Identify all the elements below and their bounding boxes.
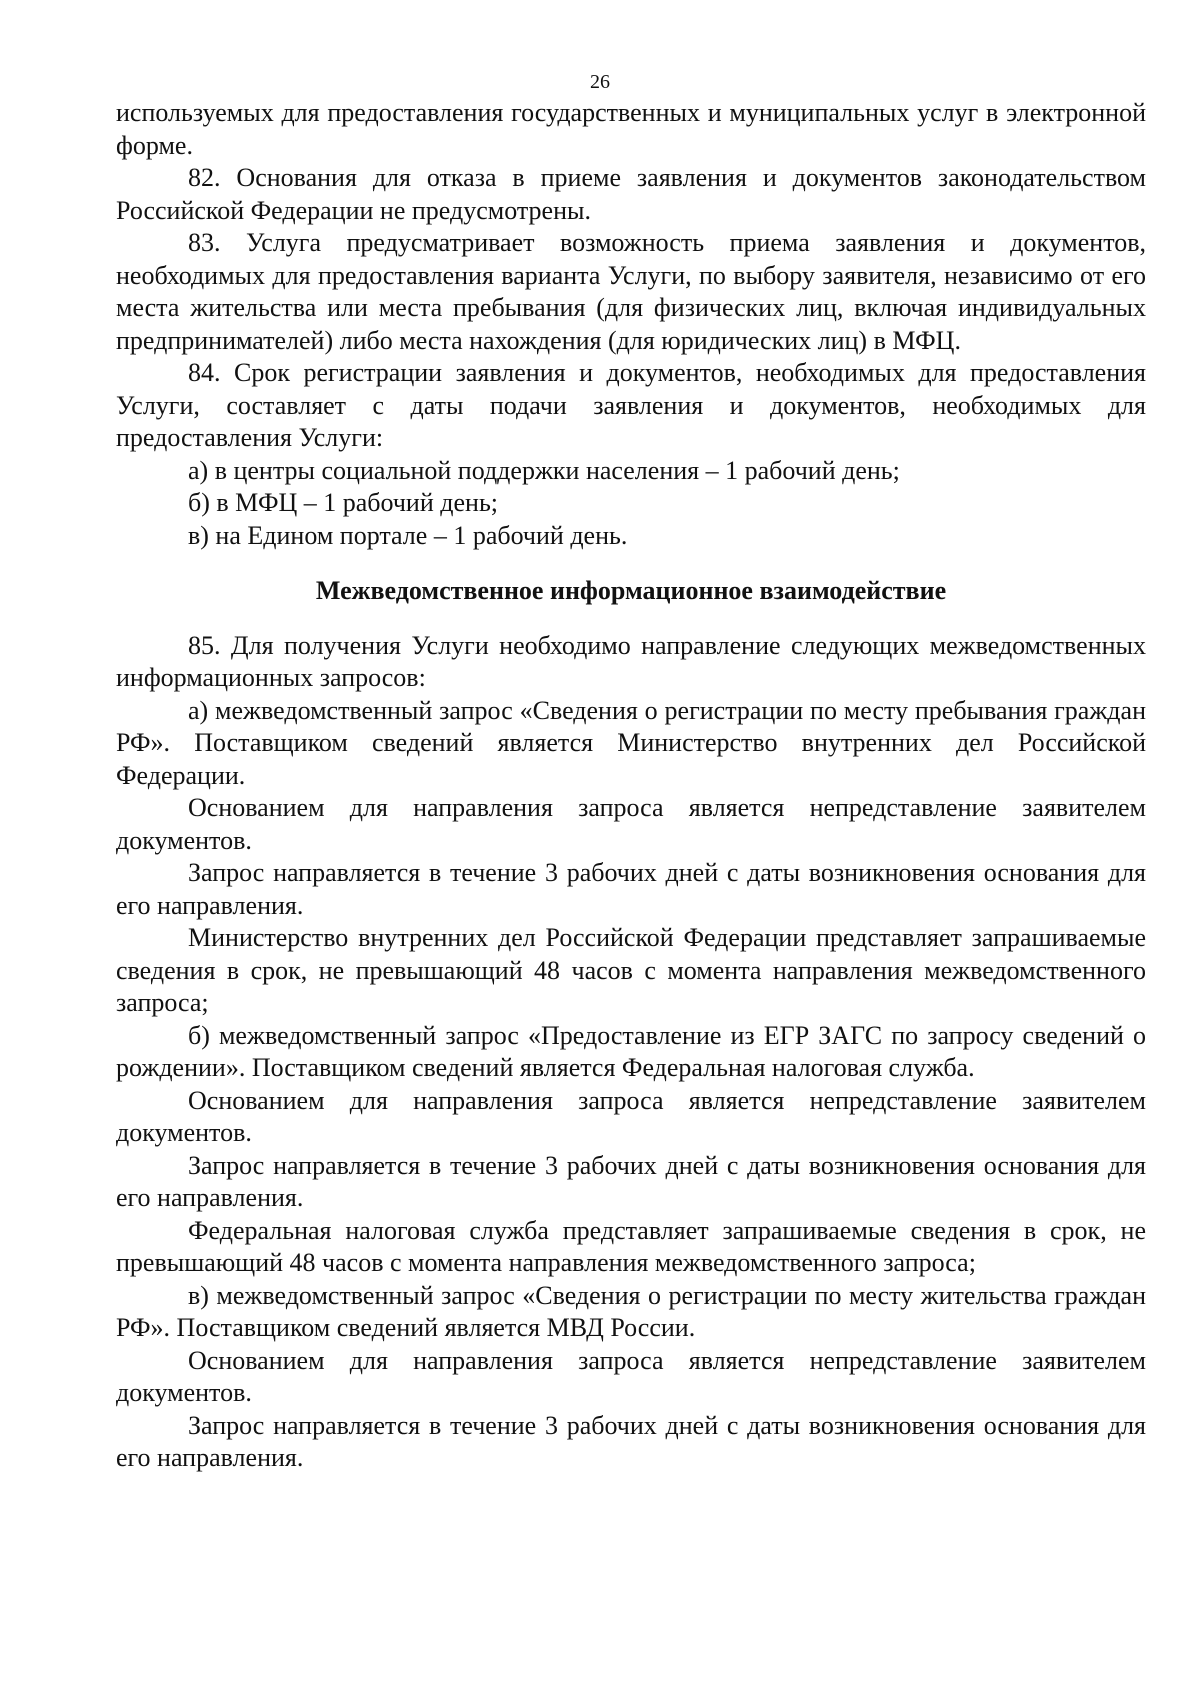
- paragraph-continuation: используемых для предоставления государственных и муниципальных услуг в электронной форме.: [116, 98, 1146, 160]
- paragraph-response-b: Федеральная налоговая служба представляет запрашиваемые сведения в срок, не превышающий 48 часов с момента направления межведомственного запроса;: [116, 1215, 1146, 1277]
- list-item-84-a: а) в центры социальной поддержки населения – 1 рабочий день;: [188, 455, 900, 485]
- paragraph-deadline-a: Запрос направляется в течение 3 рабочих дней с даты возникновения основания для его направления.: [116, 858, 1146, 920]
- paragraph-83: 83. Услуга предусматривает возможность приема заявления и документов, необходимых для предоставления варианта Услуги, по выбору заявителя, независимо от его места жительства или места пребывания (для физических лиц, включая индивидуальных предпринимателей) либо места нахождения (для юридических лиц) в МФЦ.: [116, 228, 1146, 355]
- page-number: 26: [590, 71, 610, 93]
- list-item-85-b: б) межведомственный запрос «Предоставление из ЕГР ЗАГС по запросу сведений о рождении». Поставщиком сведений является Федеральная налоговая служба.: [116, 1020, 1146, 1082]
- paragraph-basis-b: Основанием для направления запроса является непредставление заявителем документов.: [116, 1085, 1146, 1147]
- paragraph-basis-a: Основанием для направления запроса является непредставление заявителем документов.: [116, 793, 1146, 855]
- list-item-84-c: в) на Едином портале – 1 рабочий день.: [188, 520, 628, 550]
- paragraph-deadline-b: Запрос направляется в течение 3 рабочих дней с даты возникновения основания для его направления.: [116, 1150, 1146, 1212]
- document-body: [116, 97, 1146, 1475]
- paragraph-basis-c: Основанием для направления запроса является непредставление заявителем документов.: [116, 1345, 1146, 1407]
- paragraph-84: 84. Срок регистрации заявления и документов, необходимых для предоставления Услуги, составляет с даты подачи заявления и документов, необходимых для предоставления Услуги:: [116, 358, 1146, 452]
- paragraph-85: 85. Для получения Услуги необходимо направление следующих межведомственных информационных запросов:: [116, 630, 1146, 692]
- section-heading: Межведомственное информационное взаимодействие: [315, 576, 947, 605]
- paragraph-82: 82. Основания для отказа в приеме заявления и документов законодательством Российской Федерации не предусмотрены.: [116, 163, 1146, 225]
- paragraph-response-a: Министерство внутренних дел Российской Федерации представляет запрашиваемые сведения в срок, не превышающий 48 часов с момента направления межведомственного запроса;: [116, 923, 1146, 1017]
- list-item-85-a: а) межведомственный запрос «Сведения о регистрации по месту пребывания граждан РФ». Поставщиком сведений является Министерство внутренних дел Российской Федерации.: [116, 695, 1146, 790]
- paragraph-deadline-c: Запрос направляется в течение 3 рабочих дней с даты возникновения основания для его направления.: [116, 1410, 1146, 1472]
- list-item-85-c: в) межведомственный запрос «Сведения о регистрации по месту жительства граждан РФ». Поставщиком сведений является МВД России.: [116, 1280, 1146, 1342]
- list-item-84-b: б) в МФЦ – 1 рабочий день;: [188, 488, 499, 517]
